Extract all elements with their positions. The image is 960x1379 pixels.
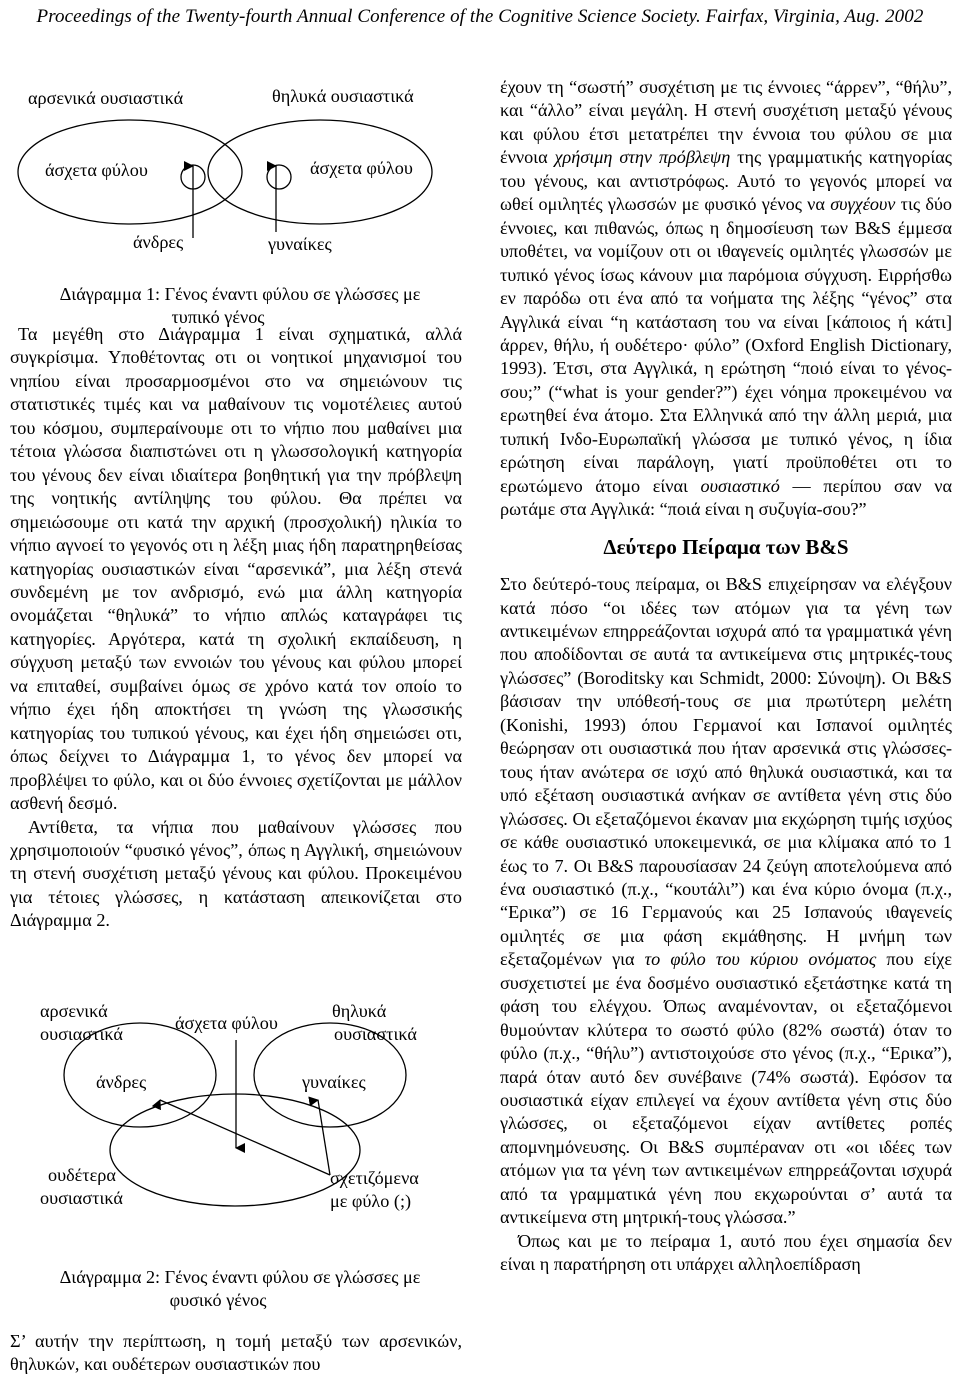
right-paragraph-2-emphasis: το φύλο του κύριου ονόματος	[644, 949, 877, 970]
right-column	[500, 76, 952, 1277]
left-paragraph-2: Αντίθετα, τα νήπια που μαθαίνουν γλώσσες που χρησιμοποιούν “φυσικό γένος”, όπως η Αγγλική, σημειώνουν τη στενή συσχέτιση μεταξύ γένους και φύλου. Προκειμένου για τέτοιες γλώσσες, η κατάσταση απεικονίζεται στο Διάγραμμα 2.	[10, 816, 462, 931]
diagram-2-inanimate-label: άσχετα φύλου	[175, 1013, 278, 1033]
diagram-2-sex-related-line-1: σχετιζόμενα	[330, 1168, 419, 1188]
section-heading: Δεύτερο Πείραμα των B&S	[603, 534, 849, 559]
diagram-2-sex-related-line-2: με φύλο (;)	[330, 1191, 412, 1211]
diagram-2-neuter-line-1: ουδέτερα	[48, 1165, 116, 1185]
diagram-2-masculine-line-2: ουσιαστικά	[40, 1024, 123, 1044]
right-paragraph-1-text-e: τις δύο έννοιες, και πιθανώς, όπως η δημοσίευση των B&S έμμεσα υποθέτει, να νομίζουν οτι οι ιθαγενείς ομιλητές γλωσσών με τυπικό γένος ίσως κάνουν μια παρόμοια σύγχυση. Ειρρήσθω εν παρόδω οτι ένα από τα νοήματα της λέξης “γένος” στα Αγγλικά είναι “η κατάσταση του να είναι [κάποιος ή κάτι] άρρεν, θήλυ, ή ουδέτερο· φύλο” (Oxford English Dictionary, 1993). Έτσι, στα Αγγλικά, η ερώτηση “ποιό είναι το γένος-σου;” (“what is your gender?”) έχει νόημα προκειμένου να ερωτηθεί ένα άτομο. Στα Ελληνικά από την άλλη μεριά, μια τυπική Ινδο-Ευρωπαϊκή γλώσσα με τυπικό γένος, η ίδια ερώτηση είναι παράλογη, γιατί προϋποθέτει οτι το ερωτώμενο άτομο είναι	[500, 194, 952, 496]
right-paragraph-1-emphasis-1: χρήσιμη στην πρόβλεψη	[554, 147, 731, 168]
diagram-1-caption-line-1: Διάγραμμα 1: Γένος έναντι φύλου σε γλώσσες με	[59, 284, 421, 304]
diagram-2-feminine-line-1: θηλυκά	[332, 1001, 387, 1021]
diagram-1-inanimate-left-label: άσχετα φύλου	[45, 160, 148, 180]
diagram-2-feminine-line-2: ουσιαστικά	[334, 1024, 417, 1044]
left-column-bottom	[10, 1330, 462, 1377]
left-paragraph-3: Σ’ αυτήν την περίπτωση, η τομή μεταξύ των αρσενικών, θηλυκών, και ουδέτερων ουσιαστικών που	[10, 1331, 462, 1375]
diagram-1-men-label: άνδρες	[133, 232, 184, 252]
diagram-2-caption-line-2: φυσικό γένος	[169, 1290, 267, 1310]
proceedings-header: Proceedings of the Twenty-fourth Annual Conference of the Cognitive Science Society. Fairfax, Virginia, Aug. 2002	[36, 6, 924, 27]
diagram-1-caption-line-2: τυπικό γένος	[171, 307, 265, 327]
right-paragraph-2	[500, 573, 952, 1230]
diagram-2-masculine-line-1: αρσενικά	[40, 1001, 108, 1021]
right-paragraph-1-text-c: της γραμματικής κατηγορίας του γένους, και αντιστρόφως. Αυτό το γεγονός μπορεί να ωθεί ομιλητές γλωσσών με φυσικό γένος να	[500, 147, 952, 215]
right-paragraph-2-text-c: που είχε συσχετιστεί με ένα δοσμένο ουσιαστικό εξετάστηκε κατά τη φάση του ελέγχου. Όπως αναμένονταν, οι εξεταζόμενοι θυμούνταν κλύτερα το σωστό φύλο (82% σωστά) όταν το φύλο (π.χ., “θήλυ”) αντιστοιχούσε στο γένος (π.χ., “Ερικα”), παρά όταν αυτό δεν συνέβαινε (74% σωστά). Εφόσον τα ουσιαστικά είχαν επιλεγεί να έχουν αντίθετα γένη στις δύο γλώσσες, οι εξεταζόμενοι είχαν αντίθετες ροπές απομνημόνευσης. Οι B&S συμπέραναν οτι «οι ιδέες των ατόμων για τα γένη των αντικειμένων επηρρεάζονται ισχυρά από τα γραμματικά γένη που εκχωρούνται σ’ αυτά τα αντικείμενα στη μητρική-τους γλώσσα.”	[500, 949, 952, 1228]
neuter-ellipse	[110, 1094, 360, 1206]
diagram-2-neuter-line-2: ουσιαστικά	[40, 1188, 123, 1208]
right-paragraph-3: Όπως και με το πείραμα 1, αυτό που έχει σημασία δεν είναι η παρατήρηση οτι υπάρχει αλληλοεπίδραση	[500, 1230, 952, 1275]
diagram-2-men-label: άνδρες	[96, 1072, 147, 1092]
diagram-1-feminine-label: θηλυκά ουσιαστικά	[272, 86, 414, 106]
left-paragraph-1: Τα μεγέθη στο Διάγραμμα 1 είναι σχηματικά, αλλά συγκρίσιμα. Υποθέτοντας οτι οι νοητικοί μηχανισμοί του νηπίου είναι προσαρμοσμένοι στο να σημειώνουν τις στατιστικές τιμές και να μαθαίνουν τις νομοτέλειες αυτού του κόσμου, συμπεραίνουμε οτι το νήπιο που μαθαίνει μια τέτοια γλώσσα διαπιστώνει οτι η γλωσσολογική κατηγορία του γένους δεν είναι ιδιαίτερα βοηθητική για την πρόβλεψη της νοητικής αντίληψης του φύλου. Θα πρέπει να σημειώσουμε οτι κατά την αρχική (προσχολική) ηλικία το νήπιο αγνοεί το γεγονός οτι η λέξη μιας ήδη παρατηρηθείσας κατηγορίας ουσιαστικών είναι “αρσενικά”, μια λέξη στενά συνδεμένη με τον ανδρισμό, ενώ μια άλλη κατηγορία ονομάζεται “θηλυκά” το νήπιο απλώς καταγράφει τις κατηγορίες. Αργότερα, κατά τη σχολική εκπαίδευση, η σύγχυση μεταξύ των εννοιών του γένους και φύλου μπορεί να επιταθεί, συμβαίνει όμως σε χρόνο κατά τον οποίο το νήπιο έχει ήδη αποκτήσει τη γνώση της γλωσσικής κατηγορίας του τυπικού γένους, και έχει ήδη σημειώσει οτι, όπως δείχνει το Διάγραμμα 1, το γένος δεν μπορεί να προβλέψει το φύλο, και οι δύο έννοιες σχετίζονται με μάλλον ασθενή δεσμό.	[10, 324, 462, 814]
diagram-2-caption-line-1: Διάγραμμα 2: Γένος έναντι φύλου σε γλώσσες με	[59, 1267, 421, 1287]
diagram-1-women-label: γυναίκες	[268, 234, 332, 254]
right-paragraph-1-emphasis-3: ουσιαστικό	[700, 475, 780, 496]
diagram-2-caption	[0, 1266, 480, 1312]
right-paragraph-1-text-g: — περίπου σαν να ρωτάμε στα Αγγλικά: “ποιά είναι η συζυγία-σου?”	[500, 475, 952, 520]
diagram-1-inanimate-right-label: άσχετα φύλου	[310, 158, 413, 178]
diagram-1-masculine-label: αρσενικά ουσιαστικά	[28, 88, 184, 108]
right-paragraph-2-text-a: Στο δεύτερό-τους πείραμα, οι B&S επιχείρησαν να ελέγξουν κατά πόσο “οι ιδέες των ατόμων για τα γένη των αντικειμένων επηρρεάζονται ισχυρά από τα γραμματικά γένη που αποδίδονται σε αυτά τα αντικείμενα στις μητρικές-τους γλώσσες” (Boroditsky και Schmidt, 2000: Σύνοψη). Οι B&S βάσισαν την υπόθεσή-τους σε μια πρωτύτερη μελέτη (Konishi, 1993) όπου Γερμανοί και Ισπανοί ομιλητές θεώρησαν οτι ουσιαστικά που ήταν αρσενικά στις γλώσσες-τους ήταν ανώτερα σε ισχύ από θηλυκά ουσιαστικά, και τα υπό εξέταση ουσιαστικά ανήκαν σε αντίθετα γένη στις δύο γλώσσες. Οι εξεταζόμενοι έκαναν μια εκχώρηση τιμής ισχύος σε κάθε ουσιαστικό υποκειμενικά, σε μια κλίμακα από το 1 έως το 7. Οι B&S παρουσίασαν 24 ζεύγη αποτελούμενα από ένα ουσιαστικό (π.χ., “κουτάλι”) και ένα κύριο όνομα (π.χ., “Ερικα”) σε 16 Γερμανούς και 25 Ισπανούς ιθαγενείς ομιλητές σε μια φάση εκμάθησης. Η μνήμη των εξεταζομένων για	[500, 574, 952, 970]
right-paragraph-1-emphasis-2: συγχέουν	[830, 194, 896, 215]
diagram-2-women-label: γυναίκες	[302, 1072, 366, 1092]
sex-related-arrow-2	[160, 1100, 330, 1175]
right-paragraph-1	[500, 76, 952, 522]
right-paragraph-1-text-a: έχουν τη “σωστή” συσχέτιση με τις έννοιες “άρρεν”, “θήλυ”, και “άλλο” είναι μεγάλη. Η στενή συσχέτιση μεταξύ γένους και φύλου έτσι μετατρέπει την έννοια του φύλου σε μια έννοια	[500, 77, 952, 168]
